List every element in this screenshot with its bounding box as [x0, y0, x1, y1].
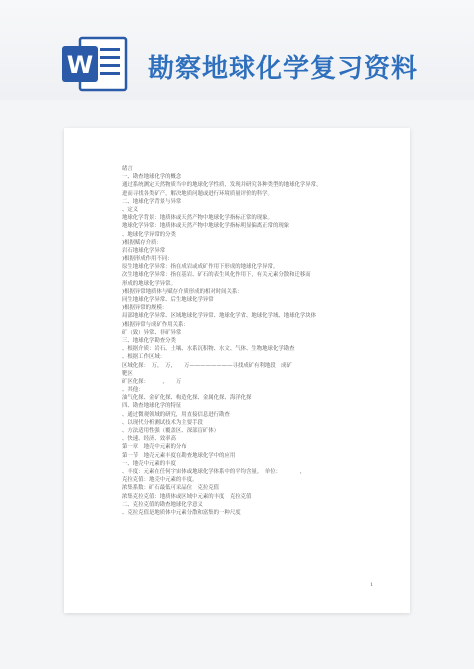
document-line: 第一节 地壳元素丰度在勘查地球化学中的应用 [122, 452, 236, 459]
document-line: 、根据工作区域： [122, 354, 166, 361]
document-line: 四、勘查地球化学的特征 [122, 403, 182, 410]
document-line: 同生地球化学异常、后生地球化学异常 [122, 297, 214, 303]
document-line: 二、地球化学背景与异常 [122, 198, 182, 205]
document-line: 、丰度：元素在任何宇宙体或地球化学体系中的平均含量。 单位： ， [122, 468, 306, 475]
word-logo-letter: W [66, 51, 94, 79]
document-line: 克拉克值：地壳中元素的丰度。 [122, 477, 198, 484]
document-line: 靶区 [122, 370, 133, 377]
document-line: 一、地壳中元素的丰度 [122, 460, 176, 467]
document-line: 地球化学异常：地质体或天然产物中地球化学指标明显偏离正常的现象 [122, 223, 290, 230]
document-line: 岩石地球化学异常 [122, 247, 166, 254]
document-line: 二、克拉克值的勘查地球化学意义 [122, 501, 203, 508]
document-body [122, 165, 387, 517]
document-title: 勘察地球化学复习资料 [148, 54, 419, 84]
document-line: 局部地球化学异常、区域地球化学异常、地球化学省、地球化学域、地球化学块体 [122, 313, 317, 320]
document-line: 、快速、经济、效率高 [122, 436, 176, 443]
document-line: 浓集系数：矿石最低可采品位 克拉克值 [122, 485, 220, 492]
word-document-icon [60, 36, 130, 92]
document-line: 原生地球化学异常：指在成岩或成矿作用下形成的地球化学异常。 [122, 264, 279, 271]
document-line: 进而寻找各类矿产，解决地质问题或进行环境质量评价的科学。 [122, 190, 273, 197]
document-line: 地球化学背景：地质体或天然产物中地球化学指标正常的现象。 [122, 215, 273, 222]
document-line: 形成的地球化学异常。 [122, 280, 176, 287]
document-line: 通过系统测定天然物质当中的地球化学性质，发现并研究各种类型的地球化学异常， [122, 182, 322, 189]
document-line: 绪言 [122, 166, 133, 172]
document-line: 、地球化学异常的分类 [122, 231, 176, 238]
document-line: 次生地球化学异常：指在基岩、矿石的表生风化作用下，有关元素分散和迁移而 [122, 272, 311, 279]
document-line: )根据赋存介质： [122, 239, 162, 246]
document-line: )根据异常的规模： [122, 305, 168, 312]
document-line: 、方法适用性强（覆盖区、深部盲矿体） [122, 428, 220, 434]
document-line: 、根据介质：岩石、土壤、水系沉积物、水文、气体、生物地球化学勘查 [122, 346, 295, 353]
page-number: 1 [370, 582, 374, 588]
document-line: )根据异常地质体与赋存介质形成的相对时间关系： [122, 288, 243, 295]
document-line: 区域化探： 万， 万， 万————————寻找成矿有利地段 成矿 [122, 362, 292, 369]
document-line: 、其他： [122, 387, 144, 394]
document-line: 矿（致）异常、非矿异常 [122, 329, 182, 336]
document-line: 、通过微观领域的研究，用直接信息进行勘查 [122, 411, 230, 418]
document-line: 、定义 [122, 206, 139, 213]
document-line: 浓集克拉克值：地质体或区域中元素的丰度 克拉克值 [122, 493, 252, 500]
document-line: 、以现代分析测试技术为主要手段 [122, 419, 203, 426]
document-line: 油气化探、金矿化探、构造化探、金属化探、海洋化探 [122, 395, 252, 402]
document-line: 矿区化探： ， 万 [122, 378, 182, 385]
document-line: 、克拉克值是地质体中元素分散和富集的一种尺度 [122, 509, 241, 516]
document-line: 三、地球化学勘查分类 [122, 337, 176, 344]
document-line: )根据异常与成矿作用关系： [122, 321, 189, 328]
document-line: )根据形成作用不同： [122, 256, 173, 263]
title-banner [0, 0, 474, 100]
document-line: 第一章 地壳中元素的分布 [122, 444, 187, 451]
document-line: 一、勘查地球化学的概念 [122, 174, 182, 181]
